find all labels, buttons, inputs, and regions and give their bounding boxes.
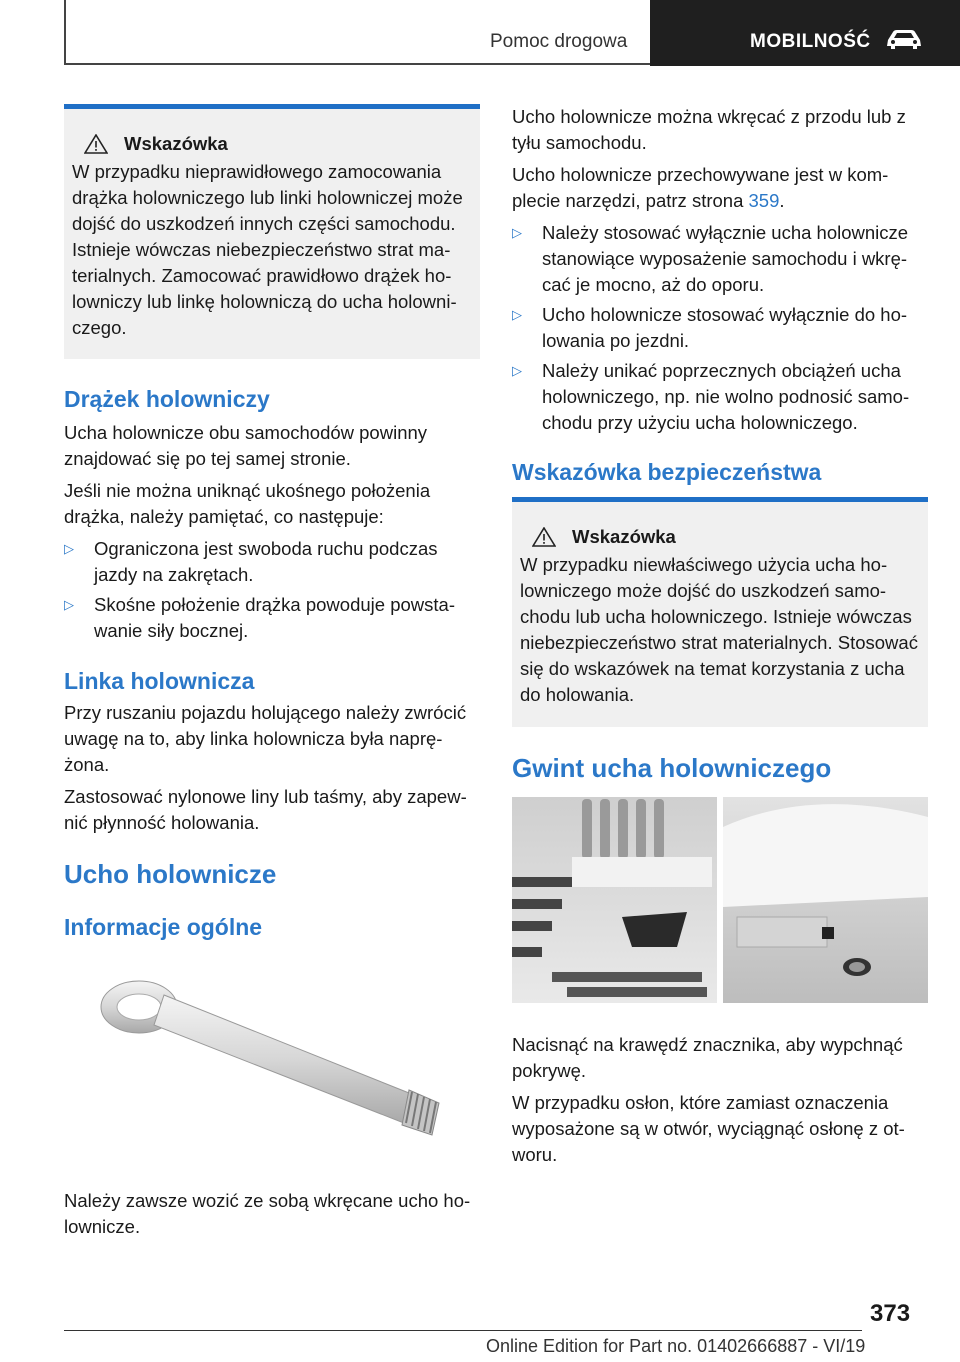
page-number: 373 bbox=[870, 1300, 911, 1327]
warning-box bbox=[512, 497, 928, 727]
warning-text: W przypadku niewłaściwego użycia ucha holowniczego może dojść do uszkodzeń samochodu lub ucha holowniczego. Istnieje wówczas niebezpieczeństwo strat materialnych. Stosować się do wskazówek na temat korzystania z ucha do holowania. bbox=[520, 554, 918, 705]
heading-safety: Wskazówka bezpieczeństwa bbox=[512, 459, 822, 485]
warning-triangle-icon bbox=[532, 527, 556, 547]
bullet-triangle-icon: ▷ bbox=[64, 597, 74, 612]
car-icon bbox=[884, 28, 924, 50]
bumper-photo bbox=[512, 797, 928, 1003]
paragraph: Ucha holownicze obu samochodów powinny znajdować się po tej samej stronie. bbox=[64, 422, 428, 469]
heading-drazek: Drążek holowniczy bbox=[64, 386, 270, 412]
page-link[interactable]: 359 bbox=[748, 190, 780, 211]
bullet-triangle-icon: ▷ bbox=[64, 541, 74, 556]
warning-text: W przypadku nieprawidłowego zamocowania drążka holowniczego lub linki holowniczej może dojść do uszkodzeń innych części samochodu. Istnieje wówczas niebezpieczeństwo strat materialnych. Zamocować prawidłowo drążek holowniczy lub linkę holowniczą do ucha holowniczego. bbox=[72, 161, 463, 338]
list-item: ▷ Ucho holownicze stosować wyłącznie do holowania po jezdni. bbox=[512, 302, 928, 354]
warning-title: Wskazówka bbox=[72, 133, 470, 155]
paragraph: W przypadku osłon, które zamiast oznaczenia wyposażone są w otwór, wyciągnąć osłonę z otworu. bbox=[512, 1092, 905, 1165]
paragraph-caption: Należy zawsze wozić ze sobą wkręcane ucho holownicze. bbox=[64, 1190, 471, 1237]
heading-linka: Linka holownicza bbox=[64, 668, 255, 694]
bullet-triangle-icon: ▷ bbox=[512, 225, 522, 240]
paragraph: Jeśli nie można uniknąć ukośnego położenia drążka, należy pamiętać, co następuje: bbox=[64, 480, 431, 527]
header-chapter: MOBILNOŚĆ bbox=[750, 31, 871, 52]
tow-eye-image bbox=[94, 975, 474, 1155]
warning-box bbox=[64, 104, 480, 359]
list-item: ▷ Należy unikać poprzecznych obciążeń ucha holowniczego, np. nie wolno podnosić samochodu przy użyciu ucha holowniczego. bbox=[512, 358, 928, 436]
header-rule-left bbox=[64, 0, 66, 64]
warning-triangle-icon bbox=[84, 134, 108, 154]
header-section: Pomoc drogowa bbox=[490, 31, 628, 52]
bullet-triangle-icon: ▷ bbox=[512, 363, 522, 378]
heading-ucho: Ucho holownicze bbox=[64, 859, 277, 889]
paragraph: Przy ruszaniu pojazdu holującego należy zwrócić uwagę na to, aby linka holownicza była naprężona. bbox=[64, 702, 467, 775]
footer-rule bbox=[64, 1330, 862, 1331]
paragraph: Zastosować nylonowe liny lub taśmy, aby zapewnić płynność holowania. bbox=[64, 786, 467, 833]
paragraph: Ucho holownicze przechowywane jest w komplecie narzędzi, patrz strona 359. bbox=[512, 164, 889, 211]
header-rule-bottom bbox=[64, 63, 650, 65]
bullet-triangle-icon: ▷ bbox=[512, 307, 522, 322]
paragraph: Ucho holownicze można wkręcać z przodu lub z tyłu samochodu. bbox=[512, 106, 906, 153]
heading-info: Informacje ogólne bbox=[64, 914, 263, 940]
heading-gwint: Gwint ucha holowniczego bbox=[512, 753, 832, 783]
list-item: ▷ Należy stosować wyłącznie ucha holownicze stanowiące wyposażenie samochodu i wkręcać je mocno, aż do oporu. bbox=[512, 220, 928, 298]
paragraph: Nacisnąć na krawędź znacznika, aby wypchnąć pokrywę. bbox=[512, 1034, 903, 1081]
warning-title: Wskazówka bbox=[520, 526, 918, 548]
list-item: ▷ Skośne położenie drążka powoduje powstawanie siły bocznej. bbox=[64, 592, 480, 644]
list-item: ▷ Ograniczona jest swoboda ruchu podczas jazdy na zakrętach. bbox=[64, 536, 480, 588]
footer-edition: Online Edition for Part no. 01402666887 - VI/19 bbox=[486, 1336, 866, 1356]
